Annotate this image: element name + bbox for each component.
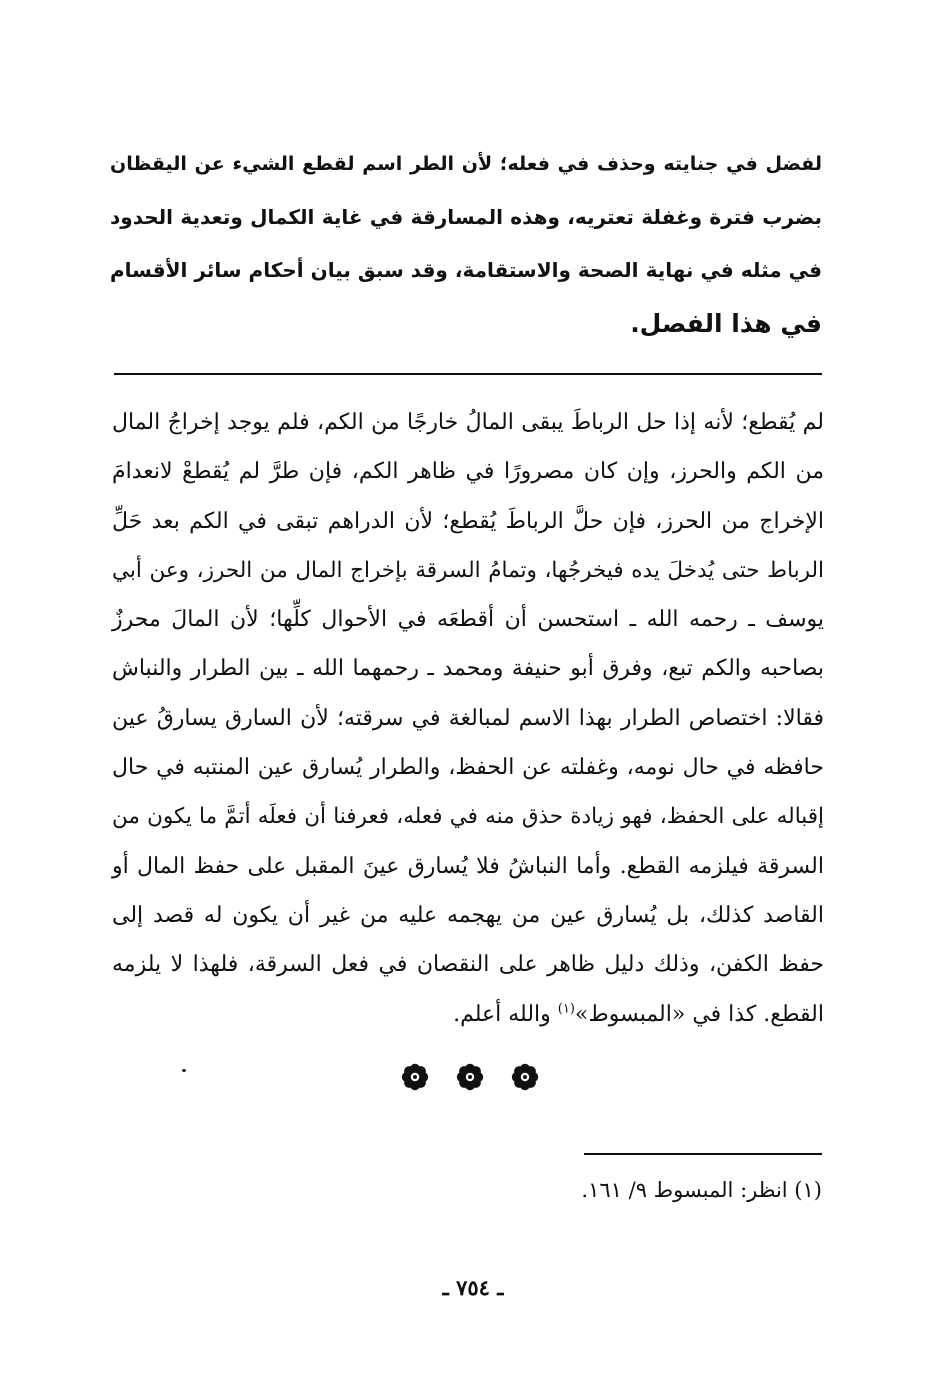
commentary-line: حافظه في حال نومه، وغفلته عن الحفظ، والطرار يُسارق عين المنتبه في حال [112,755,824,781]
commentary-last-line [112,990,824,1039]
main-text-line: في مثله في نهاية الصحة والاستقامة، وقد سبق بيان أحكام سائر الأقسام [110,258,822,282]
flower-ornament-icon [400,1062,430,1092]
commentary-line: فقالا: اختصاص الطرار بهذا الاسم لمبالغة في سرقته؛ لأن السارق يسارقُ عين [112,705,824,731]
commentary-line: من الكم والحرز، وإن كان مصرورًا في ظاهر الكم، فإن طرَّ لم يُقطعْ لانعدامَ [112,459,824,485]
commentary-text-block [112,398,824,1039]
commentary-line: حفظ الكفن، وذلك دليل ظاهر على النقصان في فعل السرقة، فلهذا لا يلزمه [112,952,824,978]
main-text-line: بضرب فترة وغفلة تعتريه، وهذه المسارقة في غاية الكمال وتعدية الحدود [110,205,822,229]
commentary-line: بصاحبه والكم تبع، وفرق أبو حنيفة ومحمد ـ رحمهما الله ـ بين الطرار والنباش [112,656,824,682]
page-number: ـ ٧٥٤ ـ [442,1275,504,1300]
commentary-line: الإخراج من الحرز، فإن حلَّ الرباطَ يُقطع؛ لأن الدراهم تبقى في الكم بعد حَلِّ [112,508,824,534]
commentary-line: القاصد كذلك، بل يُسارق عين من يهجمه عليه من غير أن يكون له قصد إلى [112,902,824,928]
footnote-reference[interactable]: (١) [557,1001,575,1017]
section-end-ornaments [400,1060,540,1094]
commentary-last-line-end: والله أعلم. [453,1001,558,1027]
main-text-line: لفضل في جنايته وحذف في فعله؛ لأن الطر اسم لقطع الشيء عن اليقظان [110,153,822,175]
main-text-line: في هذا الفصل. [630,309,822,338]
commentary-last-line-start: القطع. كذا في «المبسوط» [574,1001,824,1027]
section-separator-rule [114,373,822,375]
commentary-line: لم يُقطع؛ لأنه إذا حل الرباطَ يبقى المالُ خارجًا من الكم، فلم يوجد إخراجُ المال [112,410,824,435]
flower-ornament-icon [510,1062,540,1092]
footnote-text: (١) انظر: المبسوط ٩/ ١٦١. [581,1178,822,1202]
commentary-line: الرباط حتى يُدخلَ يده فيخرجُها، وتمامُ السرقة بإخراج المال من الحرز، وعن أبي [112,557,824,583]
flower-ornament-icon [455,1062,485,1092]
main-text-block [110,138,822,350]
footnote-separator-rule [584,1153,822,1155]
commentary-line: إقباله على الحفظ، فهو زيادة حذق منه في فعله، فعرفنا أن فعلَه أتمَّ ما يكون من [112,804,824,830]
scan-speck [182,1069,186,1072]
commentary-line: السرقة فيلزمه القطع. وأما النباشُ فلا يُسارق عينَ المقبل على حفظ المال أو [112,853,824,879]
commentary-line: يوسف ـ رحمه الله ـ استحسن أن أقطعَه في الأحوال كلِّها؛ لأن المالَ محرزٌ [112,607,824,633]
